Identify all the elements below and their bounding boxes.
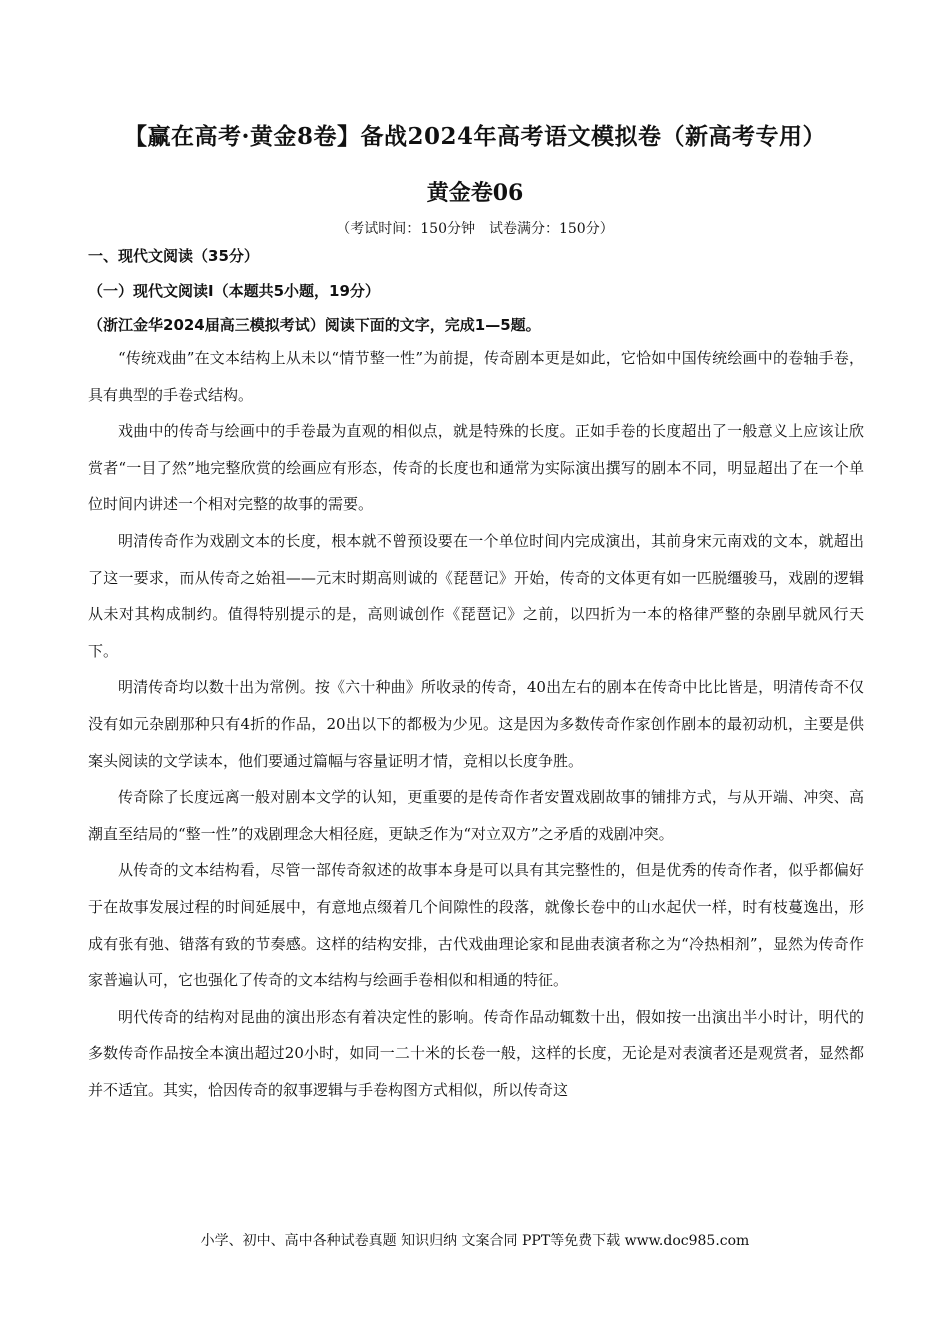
exam-subtitle: 黄金卷06 [426,180,524,206]
paragraph: 戏曲中的传奇与绘画中的手卷最为直观的相似点，就是特殊的长度。正如手卷的长度超出了一般意义上应该让欣赏者“一目了然”地完整欣赏的绘画应有形态，传奇的长度也和通常为实际演出撰写的剧本不同，明显超出了在一个单位时间内讲述一个相对完整的故事的需要。 [88,422,864,514]
section-heading: 一、现代文阅读（35分） [88,247,259,265]
reading-passage [88,340,864,1108]
section-subheading: （一）现代文阅读Ⅰ（本题共5小题，19分） [88,282,380,300]
paragraph: 明清传奇均以数十出为常例。按《六十种曲》所收录的传奇，40出左右的剧本在传奇中比比皆是，明清传奇不仅没有如元杂剧那种只有4折的作品，20出以下的都极为少见。这是因为多数传奇作家创作剧本的最初动机，主要是供案头阅读的文学读本，他们要通过篇幅与容量证明才情，竞相以长度争胜。 [88,678,864,770]
page-footer: 小学、初中、高中各种试卷真题 知识归纳 文案合同 PPT等免费下载 www.doc985.com [200,1233,750,1249]
exam-title: 【赢在高考·黄金8卷】备战2024年高考语文模拟卷（新高考专用） [123,123,827,150]
paragraph: 明清传奇作为戏剧文本的长度，根本就不曾预设要在一个单位时间内完成演出，其前身宋元南戏的文本，就超出了这一要求，而从传奇之始祖——元末时期高则诚的《琵琶记》开始，传奇的文体更有如一匹脱缰骏马，戏剧的逻辑从未对其构成制约。值得特别提示的是，高则诚创作《琵琶记》之前，以四折为一本的格律严整的杂剧早就风行天下。 [88,531,864,660]
question-source: （浙江金华2024届高三模拟考试）阅读下面的文字，完成1—5题。 [88,316,541,334]
paragraph: 传奇除了长度远离一般对剧本文学的认知，更重要的是传奇作者安置戏剧故事的铺排方式，与从开端、冲突、高潮直至结局的“整一性”的戏剧理念大相径庭，更缺乏作为“对立双方”之矛盾的戏剧冲突。 [88,788,864,843]
paragraph: 明代传奇的结构对昆曲的演出形态有着决定性的影响。传奇作品动辄数十出，假如按一出演出半小时计，明代的多数传奇作品按全本演出超过20小时，如同一二十米的长卷一般，这样的长度，无论是对表演者还是观赏者，显然都并不适宜。其实，恰因传奇的叙事逻辑与手卷构图方式相似，所以传奇这 [88,1007,864,1099]
paragraph: 从传奇的文本结构看，尽管一部传奇叙述的故事本身是可以具有其完整性的，但是优秀的传奇作者，似乎都偏好于在故事发展过程的时间延展中，有意地点缀着几个间隙性的段落，就像长卷中的山水起伏一样，时有枝蔓逸出，形成有张有弛、错落有致的节奏感。这样的结构安排，古代戏曲理论家和昆曲表演者称之为“冷热相剂”，显然为传奇作家普遍认可，它也强化了传奇的文本结构与绘画手卷相似和相通的特征。 [88,861,864,990]
paragraph: “传统戏曲”在文本结构上从未以“情节整一性”为前提，传奇剧本更是如此，它恰如中国传统绘画中的卷轴手卷，具有典型的手卷式结构。 [88,349,864,404]
exam-info: （考试时间：150分钟 试卷满分：150分） [336,221,614,237]
